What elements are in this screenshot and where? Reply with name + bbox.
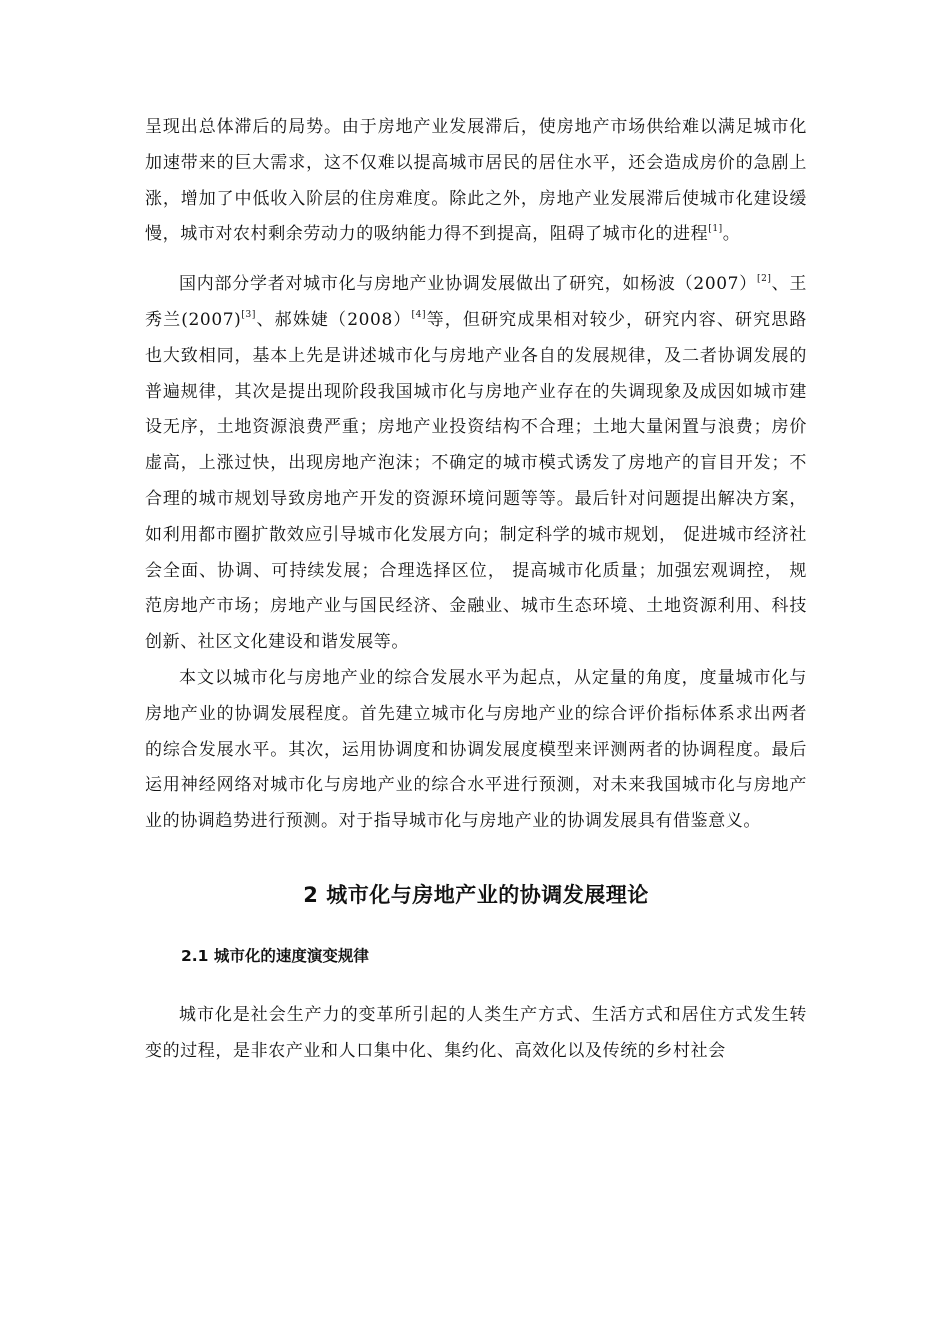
paragraph-2-part-2: 、王秀兰(2007) bbox=[145, 274, 807, 330]
citation-ref-1: [1] bbox=[708, 224, 723, 235]
citation-ref-2: [2] bbox=[756, 274, 772, 285]
paragraph-1-text: 呈现出总体滞后的局势。由于房地产业发展滞后，使房地产市场供给难以满足城市化加速带来的巨大需求，这不仅难以提高城市居民的居住水平，还会造成房价的急剧上涨，增加了中低收入阶层的住房难度。除此之外，房地产业发展滞后使城市化建设缓慢，城市对农村剩余劳动力的吸纳能力得不到提高，阻碍了城市化的进程 bbox=[145, 117, 807, 245]
paragraph-3-text: 本文以城市化与房地产业的综合发展水平为起点，从定量的角度，度量城市化与房地产业的协调发展程度。首先建立城市化与房地产业的综合评价指标体系求出两者的综合发展水平。其次，运用协调度和协调发展度模型来评测两者的协调程度。最后运用神经网络对城市化与房地产业的综合水平进行预测，对未来我国城市化与房地产业的协调趋势进行预测。对于指导城市化与房地产业的协调发展具有借鉴意义。 bbox=[145, 667, 807, 832]
paragraph-2-part-4: 等，但研究成果相对较少，研究内容、研究思路也大致相同，基本上先是讲述城市化与房地产业各自的发展规律，及二者协调发展的普遍规律，其次是提出现阶段我国城市化与房地产业存在的失调现象及成因如城市建设无序，土地资源浪费严重；房地产业投资结构不合理；土地大量闲置与浪费；房价虚高，上涨过快，出现房地产泡沫；不确定的城市模式诱发了房地产的盲目开发；不合理的城市规划导致房地产开发的资源环境问题等等。最后针对问题提出解决方案，如利用都市圈扩散效应引导城市化发展方向；制定科学的城市规划， 促进城市经济社会全面、协调、可持续发展；合理选择区位， 提高城市化质量；加强宏观调控， 规范房地产市场；房地产业与国民经济、金融业、城市生态环境、土地资源利用、科技创新、社区文化建设和谐发展等。 bbox=[145, 309, 807, 653]
body-paragraph-1 bbox=[145, 110, 807, 253]
paragraph-4-text: 城市化是社会生产力的变革所引起的人类生产方式、生活方式和居住方式发生转变的过程，是非农产业和人口集中化、集约化、高效化以及传统的乡村社会 bbox=[145, 1004, 807, 1061]
paragraph-2-part-3: 、郝姝婕（2008） bbox=[255, 309, 412, 330]
citation-ref-3: [3] bbox=[241, 309, 256, 320]
document-page bbox=[145, 110, 807, 1070]
body-paragraph-3 bbox=[145, 661, 807, 840]
section-heading: 2 城市化与房地产业的协调发展理论 bbox=[303, 882, 649, 907]
subsection-heading: 2.1 城市化的速度演变规律 bbox=[181, 946, 369, 965]
body-paragraph-2 bbox=[145, 267, 807, 661]
paragraph-1-tail: 。 bbox=[722, 224, 741, 245]
paragraph-2-part-1: 国内部分学者对城市化与房地产业协调发展做出了研究，如杨波（2007） bbox=[179, 274, 757, 295]
citation-ref-4: [4] bbox=[411, 309, 427, 320]
body-paragraph-4 bbox=[145, 998, 807, 1070]
